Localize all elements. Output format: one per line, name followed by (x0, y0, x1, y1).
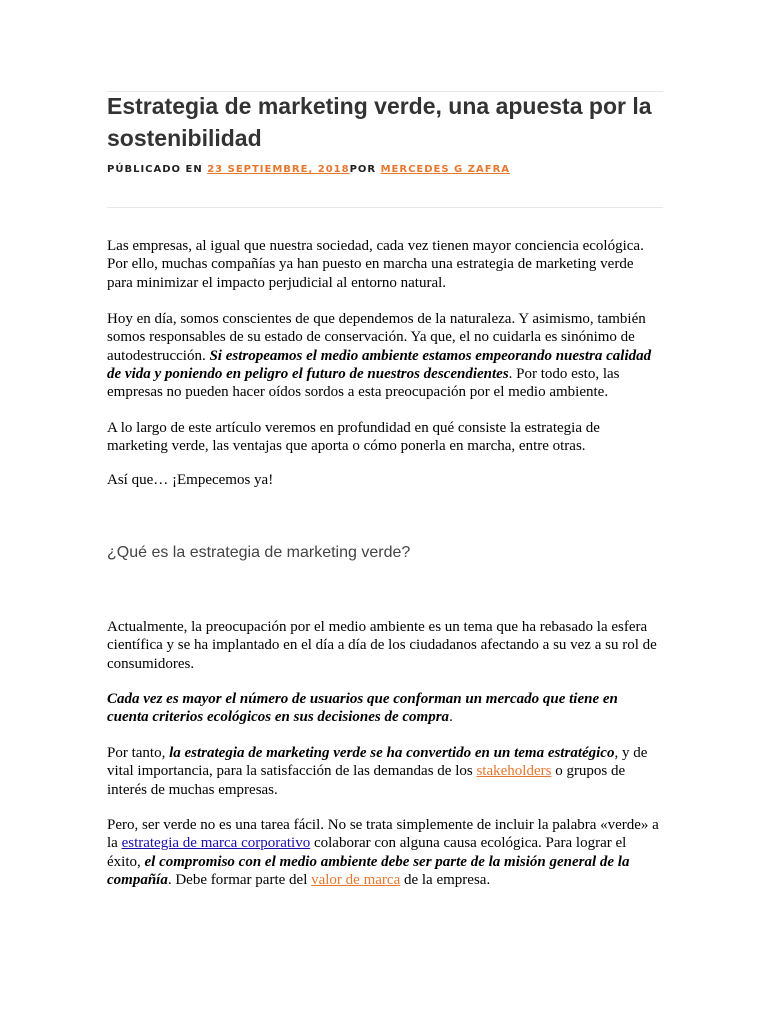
paragraph-intro: Las empresas, al igual que nuestra sociedad, cada vez tienen mayor conciencia ecológica. Por ello, muchas compañías ya han puesto en marcha una estrategia de marketing verde para minimizar el impacto perjudicial al entorno natural. (107, 238, 644, 291)
paragraph-pero-end: de la empresa. (400, 871, 491, 888)
post-meta (107, 164, 510, 175)
brand-value-link[interactable]: valor de marca (311, 871, 401, 888)
paragraph-por-tanto-end: o grupos de interés de muchas empresas. (107, 763, 626, 798)
paragraph-overview: A lo largo de este artículo veremos en profundidad en qué consiste la estrategia de marketing verde, las ventajas que aporta o cómo ponerla en marcha, entre otras. (107, 420, 600, 455)
header-divider (107, 207, 663, 208)
by-label: POR (349, 164, 377, 175)
emphasis-text: Si estropeamos el medio ambiente estamos empeorando nuestra calidad de vida y poniendo en peligro el futuro de nuestros descendientes (107, 347, 652, 382)
emphasis-text: la estrategia de marketing verde se ha convertido en un tema estratégico (169, 745, 615, 761)
post-date-link[interactable]: 23 SEPTIEMBRE, 2018 (207, 164, 350, 175)
paragraph-users (107, 690, 663, 727)
author-link[interactable]: MERCEDES G ZAFRA (380, 164, 511, 175)
paragraph-pero-start: Pero, ser verde no es una tarea fácil. No se trata simplemente de incluir la palabra «verde» a la (107, 817, 659, 852)
paragraph-users-end: . (449, 709, 453, 726)
emphasis-text: Cada vez es mayor el número de usuarios que conforman un mercado que tiene en cuenta criterios ecológicos en sus decisiones de compra (107, 691, 618, 726)
paragraph-start: Así que… ¡Empecemos ya! (107, 472, 274, 488)
paragraph-nature (107, 310, 663, 401)
post-title: Estrategia de marketing verde, una apuesta por la sostenibilidad (107, 93, 652, 151)
paragraph-por-tanto-start: Por tanto, (107, 745, 170, 761)
stakeholders-link[interactable]: stakeholders (476, 763, 552, 780)
paragraph-por-tanto-mid: , y de vital importancia, para la satisfacción de las demandas de los (107, 745, 648, 780)
paragraph-pero (107, 816, 663, 889)
paragraph-pero-mid2: . Debe formar parte del (167, 871, 312, 888)
paragraph-actualmente: Actualmente, la preocupación por el medio ambiente es un tema que ha rebasado la esfera científica y se ha implantado en el día a día de los ciudadanos afectando a su vez a su rol de consumidores. (107, 619, 657, 672)
emphasis-text: el compromiso con el medio ambiente debe ser parte de la misión general de la compañía (107, 853, 630, 888)
paragraph-pero-mid: colaborar con alguna causa ecológica. Para lograr el éxito, (107, 835, 627, 870)
section-heading: ¿Qué es la estrategia de marketing verde? (107, 544, 411, 561)
published-label: PÚBLICADO EN (107, 164, 203, 175)
paragraph-nature-end: . Por todo esto, las empresas no pueden hacer oídos sordos a esta preocupación por el medio ambiente. (107, 365, 620, 401)
brand-strategy-link[interactable]: estrategia de marca corporativo (121, 835, 311, 852)
paragraph-por-tanto (107, 744, 663, 799)
paragraph-nature-text: Hoy en día, somos conscientes de que dependemos de la naturaleza. Y asimismo, también somos responsables de su estado de conservación. Ya que, el no cuidarla es sinónimo de autodestrucción. (107, 311, 646, 364)
